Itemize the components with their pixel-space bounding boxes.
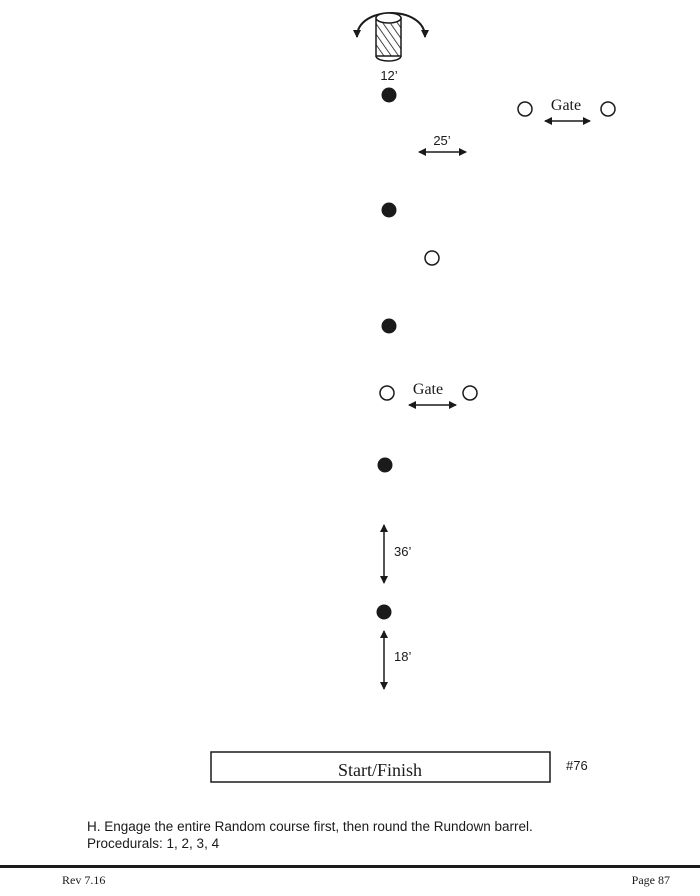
cone-open xyxy=(380,386,394,400)
barrel-distance-label: 12’ xyxy=(380,68,398,83)
cone-filled xyxy=(382,203,397,218)
instructions-line-1: H. Engage the entire Random course first, then round the Rundown barrel. xyxy=(87,819,533,834)
cone-filled xyxy=(377,605,392,620)
course-number: #76 xyxy=(566,758,588,773)
dimension-36-label: 36’ xyxy=(394,544,412,559)
cone-filled xyxy=(382,88,397,103)
course-instructions xyxy=(87,818,533,852)
cone-open xyxy=(463,386,477,400)
page-number: Page 87 xyxy=(631,873,670,887)
cone-open xyxy=(425,251,439,265)
dimension-25-label: 25’ xyxy=(433,133,451,148)
start-finish-label: Start/Finish xyxy=(337,760,423,780)
cone-filled xyxy=(382,319,397,334)
footer-divider xyxy=(0,865,700,868)
revision-label: Rev 7.16 xyxy=(62,873,106,887)
dimension-18-label: 18’ xyxy=(394,649,412,664)
instructions-line-2: Procedurals: 1, 2, 3, 4 xyxy=(87,836,220,851)
rundown-barrel-icon xyxy=(357,13,425,61)
cone-open xyxy=(518,102,532,116)
gate-top-label: Gate xyxy=(550,97,582,114)
gate-mid-label: Gate xyxy=(412,381,444,398)
cone-open xyxy=(601,102,615,116)
cone-filled xyxy=(378,458,393,473)
